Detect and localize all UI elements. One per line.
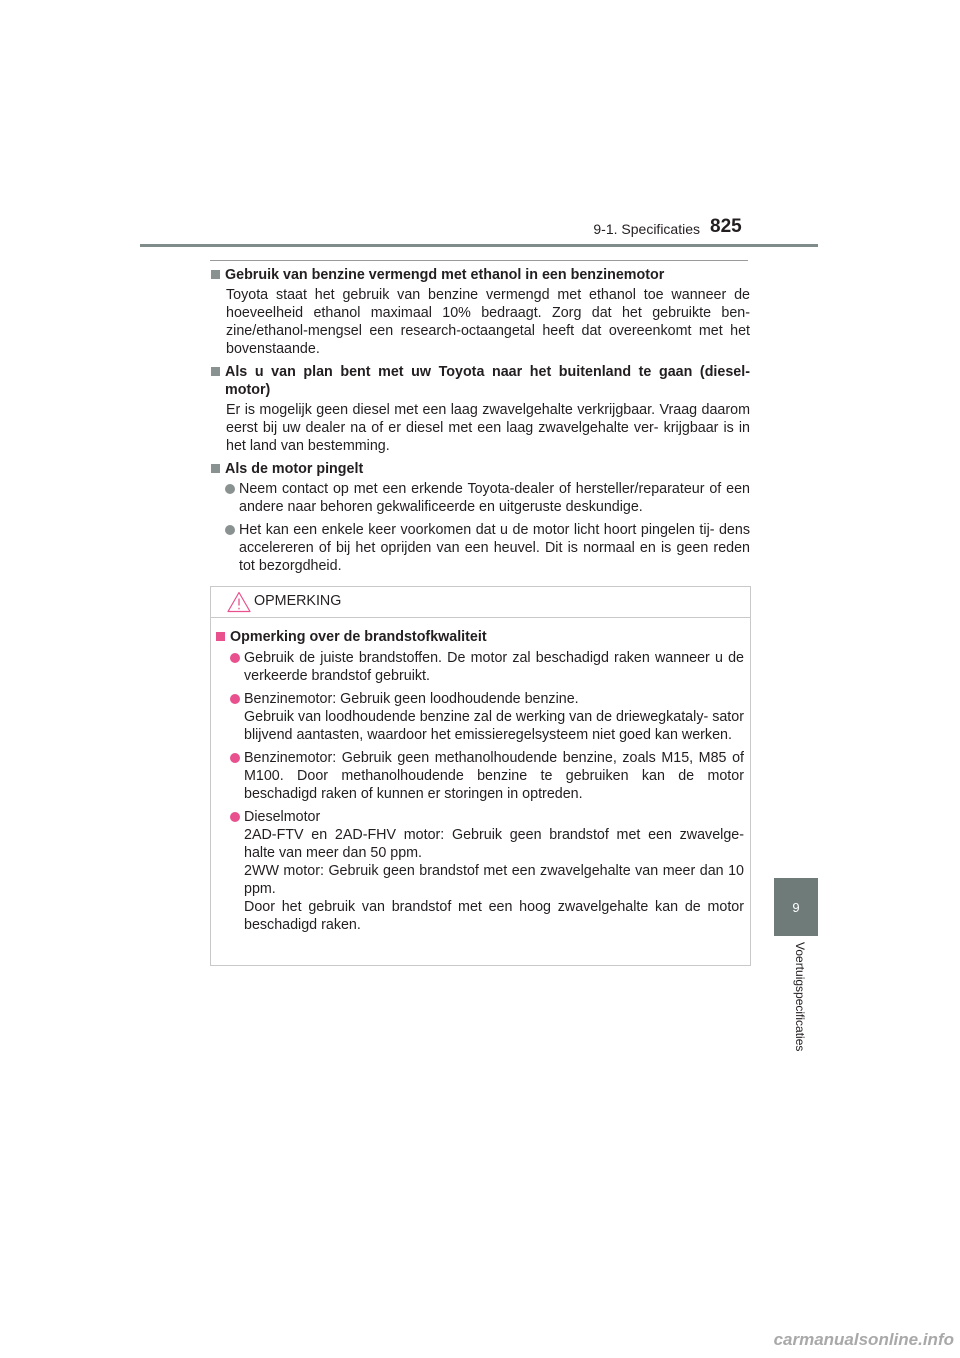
section-heading — [210, 266, 750, 284]
watermark: carmanualsonline.info — [773, 1330, 954, 1349]
header-rule — [140, 244, 818, 247]
list-item-text: Neem contact op met een erkende Toyota-dealer of hersteller/reparateur of een andere naar behoren gekwalificeerde en uitgeruste deskundige. — [239, 481, 750, 515]
chapter-tab[interactable]: 9 — [774, 878, 818, 936]
list-item-text: Benzinemotor: Gebruik geen methanolhoudende benzine, zoals M15, M85 of M100. Door methanolhoudende benzine te gebruiken kan de motor beschadigd raken of kunnen er storingen in optreden. — [244, 750, 744, 802]
content-top-rule — [210, 260, 748, 261]
list-item-text: Benzinemotor: Gebruik geen loodhoudende benzine. Gebruik van loodhoudende benzine zal de werking van de driewegkataly- sator blijvend aantasten, waardoor het emissieregelsysteem niet goed kan werken. — [244, 691, 744, 743]
square-bullet-icon — [211, 270, 220, 279]
round-bullet-icon — [230, 653, 240, 663]
round-bullet-icon — [225, 484, 235, 494]
list-item-text: Het kan een enkele keer voorkomen dat u de motor licht hoort pingelen tij- dens accelereren of bij het oprijden van een heuvel. Dit is normaal en is geen reden tot bezorgdheid. — [239, 522, 750, 574]
list-item — [210, 521, 750, 575]
square-bullet-icon — [211, 464, 220, 473]
notice-title: OPMERKING — [254, 593, 342, 609]
list-item-text: Dieselmotor 2AD-FTV en 2AD-FHV motor: Gebruik geen brandstof met een zwavelge- halte van meer dan 50 ppm. 2WW motor: Gebruik geen brandstof met een zwavelgehalte van meer dan 10 ppm. Door het gebruik van brandstof met een hoog zwavelgehalte kan de motor beschadigd raken. — [244, 809, 744, 933]
section-heading — [210, 460, 750, 478]
chapter-label: Voertuigspecificaties — [793, 942, 807, 1052]
round-bullet-icon — [225, 525, 235, 535]
heading-text: Gebruik van benzine vermengd met ethanol in een benzinemotor — [225, 267, 665, 283]
list-item — [215, 749, 744, 803]
notice-heading — [215, 628, 744, 646]
heading-text: Opmerking over de brandstofkwaliteit — [230, 629, 487, 645]
main-content — [210, 266, 750, 580]
page-number: 825 — [710, 216, 742, 237]
section-paragraph: Toyota staat het gebruik van benzine vermengd met ethanol toe wanneer de hoeveelheid ethanol maximaal 10% bedraagt. Zorg dat het gebruikte ben- zine/ethanol-mengsel een research-octaangetal heeft dat overeenkomt met het bovenstaande. — [226, 287, 750, 357]
list-item — [215, 690, 744, 744]
notice-body — [211, 618, 750, 934]
notice-box — [210, 586, 751, 966]
list-item-text: Gebruik de juiste brandstoffen. De motor zal beschadigd raken wanneer u de verkeerde brandstof gebruikt. — [244, 650, 744, 684]
notice-header — [211, 587, 750, 618]
list-item — [210, 480, 750, 516]
section-heading — [210, 363, 750, 399]
square-bullet-icon — [211, 367, 220, 376]
round-bullet-icon — [230, 694, 240, 704]
round-bullet-icon — [230, 753, 240, 763]
round-bullet-icon — [230, 812, 240, 822]
section-title: 9-1. Specificaties — [593, 221, 700, 237]
heading-text: Als de motor pingelt — [225, 461, 364, 477]
square-bullet-icon — [216, 632, 225, 641]
list-item — [215, 649, 744, 685]
section-paragraph: Er is mogelijk geen diesel met een laag zwavelgehalte verkrijgbaar. Vraag daarom eerst bij uw dealer na of er diesel met een laag zwavelgehalte ver- krijgbaar is in het land van bestemming. — [226, 402, 750, 454]
heading-text: Als u van plan bent met uw Toyota naar het buitenland te gaan (diesel- motor) — [225, 364, 750, 398]
list-item — [215, 808, 744, 934]
warning-triangle-icon — [227, 591, 251, 613]
